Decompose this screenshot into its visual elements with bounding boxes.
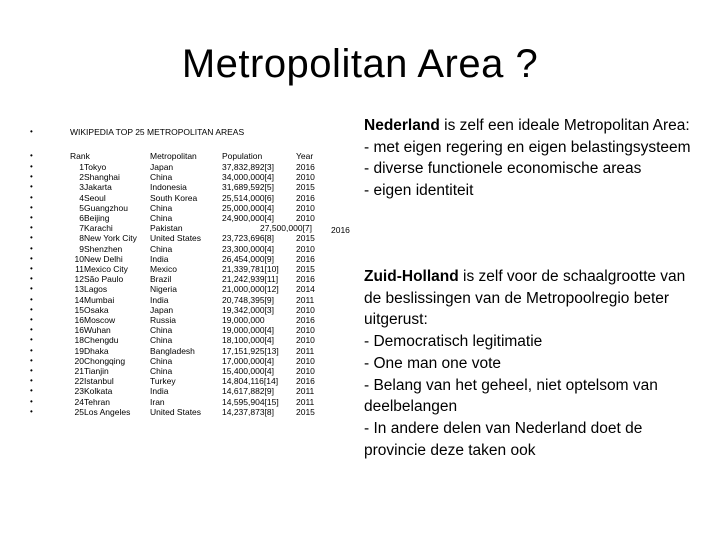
nederland-paragraph [364, 115, 704, 202]
row-population: 14,617,882[9] [222, 386, 274, 396]
row-city: Guangzhou [84, 203, 128, 213]
row-country: China [150, 335, 173, 345]
row-country: South Korea [150, 193, 198, 203]
row-rank: 18 [74, 335, 84, 345]
row-city: New Delhi [84, 254, 123, 264]
bullet-marker: • [30, 203, 33, 212]
bullet-marker: • [30, 315, 33, 324]
row-country: China [150, 325, 173, 335]
row-population: 14,595,904[15] [222, 397, 279, 407]
row-country: China [150, 213, 173, 223]
row-country: Japan [150, 305, 174, 315]
row-rank: 7 [79, 223, 84, 233]
bullet-marker: • [30, 295, 33, 304]
row-rank: 2 [79, 172, 84, 182]
row-city: Moscow [84, 315, 116, 325]
row-year: 2016 [296, 162, 315, 172]
row-city: Tehran [84, 397, 110, 407]
row-rank: 25 [74, 407, 84, 417]
row-year: 2016 [296, 274, 315, 284]
row-population: 21,000,000[12] [222, 284, 279, 294]
row-year: 2016 [296, 254, 315, 264]
zuid-holland-point: - One man one vote [364, 354, 501, 372]
row-rank: 13 [74, 284, 84, 294]
row-city: Lagos [84, 284, 108, 294]
bullet-marker: • [30, 182, 33, 191]
zuid-holland-point: - Democratisch legitimatie [364, 333, 543, 351]
row-country: Bangladesh [150, 346, 195, 356]
row-population: 19,000,000[4] [222, 325, 274, 335]
row-year: 2010 [296, 172, 315, 182]
slide-title: Metropolitan Area ? [181, 42, 539, 86]
row-year: 2010 [296, 325, 315, 335]
row-year: 2015 [296, 182, 315, 192]
row-population: 19,000,000 [222, 315, 265, 325]
row-year: 2015 [296, 407, 315, 417]
row-country: Nigeria [150, 284, 177, 294]
zuid-holland-point: - In andere delen van Nederland doet de provincie deze taken ook [364, 419, 643, 459]
nederland-bold: Nederland [364, 117, 440, 134]
bullet-marker: • [30, 193, 33, 202]
row-population: 14,804,116[14] [222, 376, 279, 386]
row-rank: 23 [74, 386, 84, 396]
row-population: 21,339,781[10] [222, 264, 279, 274]
row-population: 25,000,000[4] [222, 203, 274, 213]
row-city: Karachi [84, 223, 113, 233]
row-year: 2015 [296, 264, 315, 274]
row-country: Indonesia [150, 182, 187, 192]
bullet-marker: • [30, 172, 33, 181]
row-population: 17,000,000[4] [222, 356, 274, 366]
bullet-marker: • [30, 162, 33, 171]
row-rank: 16 [74, 315, 84, 325]
row-rank: 19 [74, 346, 84, 356]
row-country: Brazil [150, 274, 172, 284]
row-country: Pakistan [150, 223, 183, 233]
row-population: 18,100,000[4] [222, 335, 274, 345]
row-city: Chongqing [84, 356, 126, 366]
row-population: 21,242,939[11] [222, 274, 279, 284]
bullet-marker: • [30, 386, 33, 395]
row-country: United States [150, 407, 202, 417]
bullet-marker: • [30, 233, 33, 242]
row-year: 2014 [296, 284, 315, 294]
row-year: 2016 [296, 376, 315, 386]
nederland-point: - diverse functionele economische areas [364, 160, 642, 178]
bullet-marker: • [30, 376, 33, 385]
row-country: United States [150, 233, 202, 243]
row-city: Istanbul [84, 376, 114, 386]
bullet-marker: • [30, 254, 33, 263]
zuid-holland-point: - Belang van het geheel, niet optelsom van deelbelangen [364, 376, 658, 416]
row-year: 2015 [296, 233, 315, 243]
column-header-metro: Metropolitan [150, 151, 197, 161]
row-rank: 16 [74, 325, 84, 335]
row-rank: 11 [75, 264, 84, 274]
row-year: 2010 [296, 335, 315, 345]
row-year: 2010 [296, 244, 315, 254]
row-year: 2016 [296, 315, 315, 325]
row-country: Iran [150, 397, 165, 407]
row-city: Seoul [84, 193, 106, 203]
nederland-point: - met eigen regering en eigen belastingsysteem [364, 138, 691, 156]
row-city: Chengdu [84, 335, 119, 345]
row-country: Turkey [150, 376, 176, 386]
zuid-holland-bold: Zuid-Holland [364, 268, 459, 285]
row-country: Mexico [150, 264, 177, 274]
row-rank: 5 [79, 203, 84, 213]
row-country: India [150, 386, 169, 396]
bullet-marker: • [30, 407, 33, 416]
row-rank: 21 [74, 366, 84, 376]
bullet-marker: • [30, 223, 33, 232]
bullet-marker: • [30, 244, 33, 253]
row-population: 15,400,000[4] [222, 366, 274, 376]
row-city: Wuhan [84, 325, 111, 335]
row-country: India [150, 254, 169, 264]
bullet-marker: • [30, 397, 33, 406]
row-rank: 4 [79, 193, 84, 203]
row-country: China [150, 203, 173, 213]
row-city: New York City [84, 233, 137, 243]
bullet-marker: • [30, 213, 33, 222]
row-year: 2010 [296, 213, 315, 223]
bullet-marker: • [30, 305, 33, 314]
row-year: 2016 [331, 225, 350, 235]
row-year: 2011 [296, 397, 315, 407]
row-population: 19,342,000[3] [222, 305, 274, 315]
row-city: Mexico City [84, 264, 128, 274]
bullet-marker: • [30, 356, 33, 365]
row-city: Osaka [84, 305, 109, 315]
row-rank: 22 [74, 376, 84, 386]
row-country: China [150, 172, 173, 182]
bullet-marker: • [30, 274, 33, 283]
row-country: China [150, 356, 173, 366]
row-year: 2011 [296, 386, 315, 396]
row-country: India [150, 295, 169, 305]
bullet-marker: • [30, 335, 33, 344]
row-population: 23,300,000[4] [222, 244, 274, 254]
row-population: 20,748,395[9] [222, 295, 274, 305]
nederland-intro: is zelf een ideale Metropolitan Area: [439, 117, 690, 134]
row-year: 2010 [296, 203, 315, 213]
column-header-population: Population [222, 151, 263, 161]
row-year: 2011 [296, 295, 315, 305]
bullet-marker: • [30, 151, 33, 160]
row-rank: 20 [74, 356, 84, 366]
column-header-rank: Rank [70, 151, 90, 161]
bullet-marker: • [30, 325, 33, 334]
row-rank: 12 [74, 274, 84, 284]
bullet-marker: • [30, 346, 33, 355]
row-country: China [150, 244, 173, 254]
row-population: 34,000,000[4] [222, 172, 274, 182]
row-population: 23,723,696[8] [222, 233, 274, 243]
row-city: São Paulo [84, 274, 124, 284]
row-city: Shenzhen [84, 244, 123, 254]
row-year: 2010 [296, 366, 315, 376]
row-rank: 1 [79, 162, 84, 172]
row-rank: 24 [74, 397, 84, 407]
row-population: 17,151,925[13] [222, 346, 279, 356]
row-city: Mumbai [84, 295, 115, 305]
column-header-year: Year [296, 151, 314, 161]
row-country: China [150, 366, 173, 376]
row-city: Dhaka [84, 346, 109, 356]
row-rank: 6 [79, 213, 84, 223]
row-city: Shanghai [84, 172, 120, 182]
bullet-marker: • [30, 264, 33, 273]
row-population: 14,237,873[8] [222, 407, 274, 417]
row-rank: 3 [79, 182, 84, 192]
row-city: Beijing [84, 213, 110, 223]
row-rank: 15 [74, 305, 84, 315]
row-city: Tianjin [84, 366, 109, 376]
row-year: 2010 [296, 356, 315, 366]
row-population: 24,900,000[4] [222, 213, 274, 223]
row-country: Russia [150, 315, 176, 325]
row-year: 2016 [296, 193, 315, 203]
nederland-point: - eigen identiteit [364, 182, 474, 200]
row-rank: 10 [74, 254, 84, 264]
row-city: Kolkata [84, 386, 113, 396]
row-population: 27,500,000[7] [260, 223, 312, 233]
row-population: 25,514,000[6] [222, 193, 274, 203]
row-population: 26,454,000[9] [222, 254, 274, 264]
bullet-marker: • [30, 284, 33, 293]
row-rank: 8 [79, 233, 84, 243]
row-year: 2011 [296, 346, 315, 356]
row-year: 2010 [296, 305, 315, 315]
row-city: Los Angeles [84, 407, 131, 417]
row-city: Tokyo [84, 162, 107, 172]
zuid-holland-intro: is zelf voor de schaalgrootte van de beslissingen van de Metropoolregio beter uitgerust: [364, 268, 686, 329]
row-population: 31,689,592[5] [222, 182, 274, 192]
row-population: 37,832,892[3] [222, 162, 274, 172]
bullet-marker: • [30, 127, 33, 136]
zuid-holland-paragraph [364, 266, 704, 461]
row-rank: 14 [74, 295, 84, 305]
bullet-marker: • [30, 366, 33, 375]
row-country: Japan [150, 162, 174, 172]
row-city: Jakarta [84, 182, 112, 192]
table-header-text: WIKIPEDIA TOP 25 METROPOLITAN AREAS [70, 127, 245, 137]
row-rank: 9 [79, 244, 84, 254]
